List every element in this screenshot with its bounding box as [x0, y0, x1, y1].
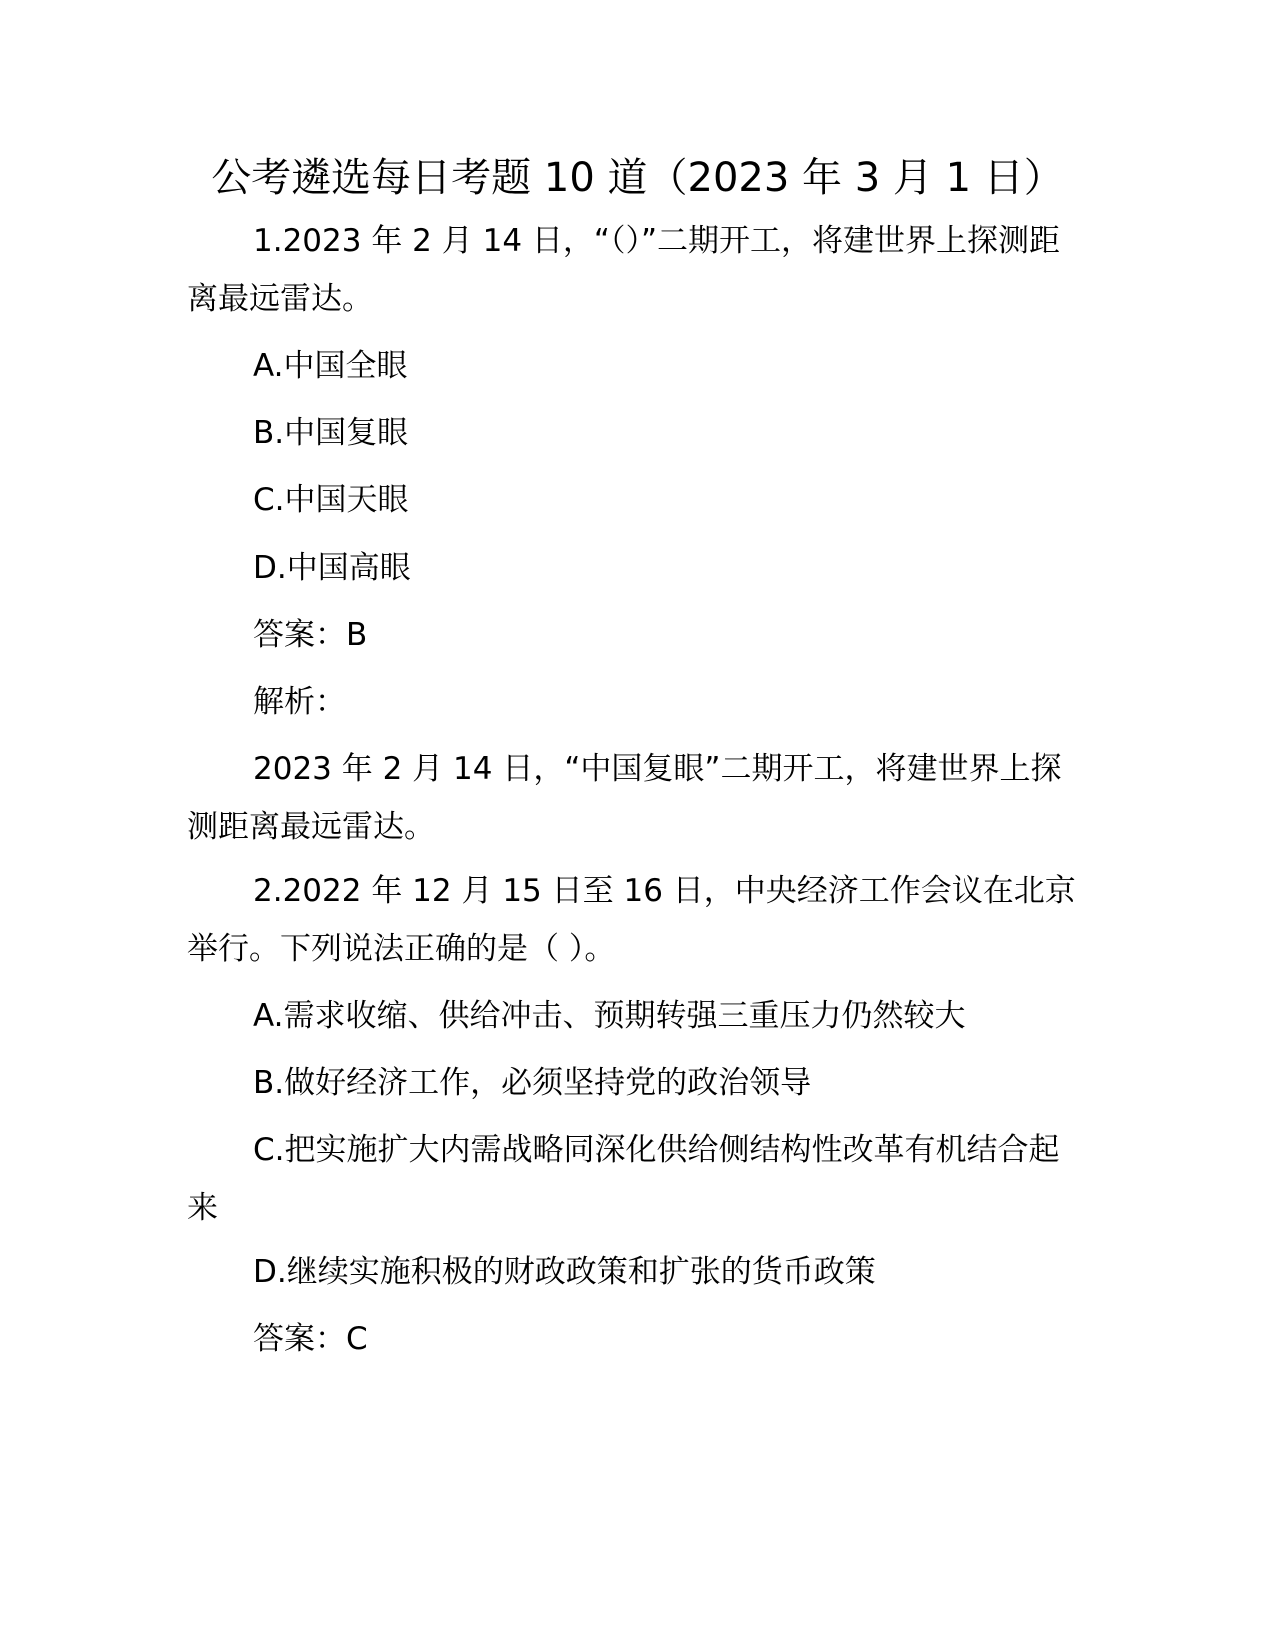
question-2-option-d: D.继续实施积极的财政政策和扩张的货币政策 [253, 1254, 876, 1290]
question-2-option-c: C.把实施扩大内需战略同深化供给侧结构性改革有机结合起来 [187, 1132, 1060, 1226]
question-2-answer: 答案：C [253, 1321, 368, 1357]
question-1-option-d: D.中国高眼 [253, 550, 411, 586]
question-2-option-b: B.做好经济工作，必须坚持党的政治领导 [253, 1065, 812, 1101]
question-1-stem: 1.2023 年 2 月 14 日，“（）”二期开工，将建世界上探测距离最远雷达。 [187, 223, 1061, 317]
question-1-option-a: A.中国全眼 [253, 348, 408, 384]
question-1-analysis-label: 解析： [253, 684, 346, 720]
question-1-option-c: C.中国天眼 [253, 482, 409, 518]
question-1-answer: 答案：B [253, 617, 368, 653]
document-title: 公考遴选每日考题 10 道（2023 年 3 月 1 日） [211, 155, 1064, 201]
question-2-option-a: A.需求收缩、供给冲击、预期转强三重压力仍然较大 [253, 998, 966, 1034]
question-2-stem: 2.2022 年 12 月 15 日至 16 日，中央经济工作会议在北京举行。下列说法正确的是（ ）。 [187, 873, 1076, 967]
question-1-option-b: B.中国复眼 [253, 415, 409, 451]
question-1-analysis-text: 2023 年 2 月 14 日，“中国复眼”二期开工，将建世界上探测距离最远雷达。 [187, 751, 1062, 845]
